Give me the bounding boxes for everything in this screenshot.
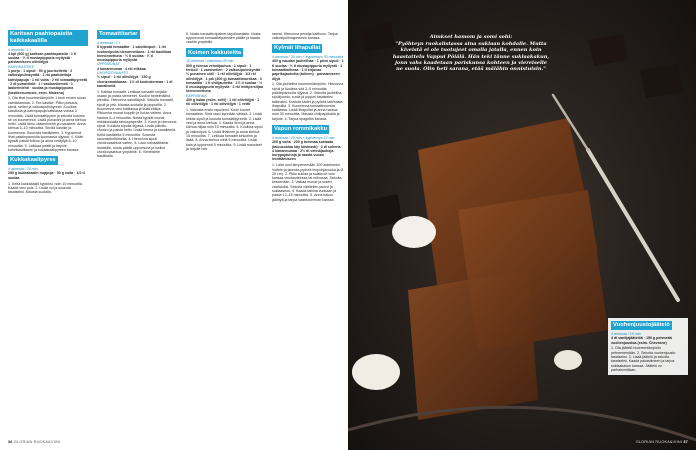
recipe-steps: 1. Valmista ensin rapuliemi. Kuori kuoret tomaatista. Sirrä rasvi kynnään välissä. 2. Lisää kirkas sipuli ja kuulota tomaattipyreetä. 3. Lisää vesi ja anna kiehua. 4. Kaada liemi ja anna kiehua hiljaa noin 15 minuuttia. 5. Kuullota sipuli ja valkosipuli. 6. Lisää lihaliemi ja anna kiehua 15 minuuttia. 7. Leikkaa tomaatit lohkoihin ja lisää. 8. Anna kiehua vielä 5 minuuttia. Lisää kala ja kypsennä 5 minuuttia. 9. Lisää mausteet ja tarjoile heti. <box>186 108 263 151</box>
recipe-meta: 4 annosta / 20 min <box>8 167 38 172</box>
column-1 <box>8 30 88 440</box>
ingredients-subheading-2: CHORIZOVAAHTO <box>97 71 129 76</box>
ingredients-subheading: KAPRISHAA <box>186 93 207 98</box>
ingredients-secondary: 1 purjo · 1 sipuli · 50 g juuriselleriä · 2 valkosipulinkynttä · 2 rkl paahdettuja kahvipapuja · 1 rkl voita · 2 rkl tomaattipyreetä · 2 dl punaviiniä · 1 l vasikanliemeä · 1 laakerinlehti · suolaa ja mustapippuria (kastikesuuruste, esim. Maizena) <box>8 69 88 95</box>
recipe-title: Tomaattitartar <box>99 31 138 38</box>
ingredients-secondary: 400 g kalaa (esim. seiti) · 1 rkl oliiviöljyä · 1 rkl oliiviöljyä · 1 rkl oliiviöljyä · 1 veitti <box>186 98 260 107</box>
recipe-steps: 1. Ota lihat huoneenlämpöön 1 tunti ennen ruuan valmistamista. 2. Tee kastike. Pilko purkaus, sipuli, selleri ja valkosipulinkynnet. Kuullota kasviksia ja kahvipapuja kattilassa voissa 3 minuuttia. Lisää tomaattipyree ja sekoita kunnes se on kuumennut. Lisää punaviini ja anna kiehua hetki. Lisää liemi, laakerinlehti ja mausteet. Anna kiehua 5–10 minuuttia. Siivilöi kastike ja kuumenna. Suurusta kastikkeen. 3. Kypsennä lihat paistinpannulla kuumassa öljyssä. 4. Kääri kypsät paistit folioon ja anna vetäytyä 5–10 minuuttia. 5. Leikkaa paistit ja tarjoile kahvikastikkeen ja kukkakaalipyreen kanssa. <box>8 96 87 152</box>
column-2 <box>97 30 177 440</box>
recipe-meta: 4 annosta / 15 min <box>611 331 641 336</box>
recipe-title: Vapun rommikakku <box>274 126 328 133</box>
recipe-title: Kukkakaalipyree <box>10 157 56 164</box>
ingredients-subheading: UPPOMUNAT <box>97 62 120 67</box>
ingredients-subheading: KAHVIKASTIKE <box>8 64 34 69</box>
ingredients: 200 g voita · 200 g tummaa suklaata (talousuklaa käy kiisteasti) · 2 dl sokeria · 4 kananmunaa · 2½ dl vehnäjauhoja · korppujauhoja ja raasta vuoan leivittämiseen <box>272 140 343 162</box>
recipe-title: Kylmät lihapullat <box>274 45 321 52</box>
recipe-meta: 10 annosta / valmistus 45 min <box>186 59 234 64</box>
recipe-steps-continued: 6. Nosta tomaattiviipaleet tarjoiluastialle. Nosta uppomunat tomaattiviipaleiden päälle ja kaada vaahto ympärille. <box>186 31 261 45</box>
right-page <box>348 0 696 450</box>
column-3 <box>186 30 264 440</box>
recipe-title: Kolmen kakkuteltta <box>188 49 242 56</box>
ingredients-secondary: 4 kananmunaa · 4 rkl etikkaa <box>97 66 146 71</box>
ingredients: 250 g kukkakaalin nuppuja · 50 g voita · 1/2 tl suolaa <box>8 171 85 180</box>
ingredients: 4 kpl (600 g) karitsan paahtopaistia · 1 tl suolaa · ½ tl mustapippuria myllystä · paistamiseen oliiviöljyä <box>8 51 77 65</box>
recipe-meta: 4 annosta / 1 t <box>97 40 120 45</box>
inset-recipe <box>608 318 688 375</box>
recipe-title: Vuohenjuustojäätelö <box>613 322 670 329</box>
magazine-name: GLORIAN RUOKA&VIINI <box>635 440 683 444</box>
recipe-meta: 4 annosta / 1 t <box>8 47 31 52</box>
ingredients: 4 dl vaniljajäätelöä · 150 g pehmeää vuohenjuustoa (esim. Chevrone) <box>611 336 672 345</box>
page-number: 36 <box>8 440 13 444</box>
recipe-title: Karitsan paahtopaistia kaikkakaalilla <box>8 30 88 46</box>
pull-quote <box>392 34 550 72</box>
ingredients-tertiary: ½ sipuli · 2 rkl oliiviöljyä · 150 g chorizomakkaraa · 1½ dl kuohukermaa · 1 dl kanaliemiä <box>97 75 173 88</box>
recipe-steps: 1. Ota jäätelö huoneenlämpöön pehmenemään. 2. Sekoita vuohenjuusto tasaiseksi. 3. Lisää jäätelö ja sekoita tasaiseksi. Kaada pakastimeen ja tarjoa suklaakakun kanssa. Jäätelö on parhaimmillaan. <box>611 346 676 372</box>
recipe-steps-continued: rasvat. Hienonna persilja kattiloon. Tarjoa valkosipulimajoneesin kanssa. <box>272 31 338 40</box>
page-folio <box>636 440 688 444</box>
ingredients: 500 g hienoa vehnäjauhoa · 1 sipuli · 1 fenkoli · 1 varsiselleri · 2 valkosipulinkynttä · ½ punainen chili · 1 rkl oliiviöljyä · 1/2 rkl oliiviöljyä · 1 prk (400 g) tomaattimurskaa · 3 tomaattia · 1 tl chilijauhetta · 1½ tl suolaa · ½ tl mustapippuria myllystä · 2 rkl lehtipersiljaa hienonnettuna <box>186 63 263 94</box>
quote-lead: Aimkset hamom ja somi sohi: <box>429 34 513 40</box>
page-folio <box>8 440 60 444</box>
recipe-steps: 1. Ota jauheliha huoneenlämpöön. Hienonna sipuli ja kuullota sitä 3–5 minuuttia paistinpannulla öljyssä. 2. Sekoita jauheliha, sipulijuusto, suola ja pippuri tasaiseksi taikinaksi. Kostuta kädet ja pyöritä taikinasta lihapullia. 3. Kuumenna tomaattimurska kattilassa. Lisää lihapullat ja anna hautua noin 30 minuuttia. Mausta chilipaprikalla ja tarjoile. 4. Tarjoa spagettin kanssa. <box>272 82 344 121</box>
recipe-meta: 4 annosta / 30 min + kypsennys 30 minuuttia <box>272 55 344 60</box>
ingredients: 400 g naudan jauhelihaa · 1 pieni sipuli · 1 tl suolaa · ½ tl mustapippuria myllystä · 1 tomaattimiheaa · 1 tl kirjavaa paprikajauhetta (tulinen) · paistamiseen öljyä <box>272 59 344 81</box>
magazine-name: GLORIAN RUOKA&VIINI <box>13 440 61 444</box>
quote-text: "Pyöhteyn ruokalistassa aina suklaan kohdalle. Mutta kiveistä ei ole tuotujeet omalla jatalla, ennen koin haastattelu Vappui Pöiälä. Hän teki tänne suklaakakun, jonn vahs kaadetaan pariskunsa kohteen ja viereiselle ne suola. Olin heti sarana, etää mälähin onnistuisin." <box>392 41 550 73</box>
recipe-steps: 1. Laita uuni lämpenemään 200 asteeseen. Voitele ja jauhota pyöreä irtopohjavuoka ja Ø 25 cm). 2. Pilko suklaa ja sulata se voin kanssa vesihauteessa tai mikrossa. Sekoita keskenään. 3. Vatkaa munat ja sokeri vaahdoksi. Sekoita vähitellen jauhot ja suklaaseos. 4. Kaada taikina vuokaan ja paista 12–15 minuuttia. 5. Anna kakun jäähtyä ja tarjoa vaahtokerman kanssa. <box>272 163 344 202</box>
column-4 <box>272 30 344 440</box>
recipe-steps: 1. Kalttaa tomaatit. Leikkaa tomaatit neljään osaan ja poista siemenet. Kuutioi hedelmäliha pieniksi. Hienonna salottisipuli. Sekoita tomaatit, sipuli ja yrtit. Mausta suolalla ja pippurilla. 2. Kuumenna vesi kattilassa ja lisää etikka. Rikkonna munat kuppiin ja liu'uta veteen. Anna hautua 3–4 minuuttia. Nosta kypsät munat reikäkauhalla talouspaperille. 3. Kuori ja hienonna sipuli. Kuullota sipulia öljyssä. Lisää pilkottu chorizo ja paista hetki. Lisää kerma ja kanaliemiä. Keitä kastiketta 5 minuuttia. Soseuta sauvasekoittimella. 4. Hienonna sipuli chorizovaahtoa varten. 5. Lado tomaattitartar lautasille, nosta päälle uppomuna ja lusikoi chorizovaahtoa ympärille. 6. Viimeistele basilikalla. <box>97 89 177 159</box>
recipe-steps: 1. Keitä kukkakaalit kypsiksi, noin 10 minuuttia. Kaada vesi pois. 2. Lisää voi ja soseuta tasaiseksi. Mausta suolalla. <box>8 181 83 195</box>
ingredients: 8 kypsää tomaattia · 1 salottisipuli · 1 rkl ruohosipulia hienonnettuna · 1 rkl basilikaa hienonnettuna · ½ tl suolaa · ½ tl mustapippuria myllystä <box>97 45 172 63</box>
page-number: 37 <box>683 440 688 444</box>
recipe-meta: 4 annosta / 20 min + kypsennys 12 min <box>272 135 335 140</box>
